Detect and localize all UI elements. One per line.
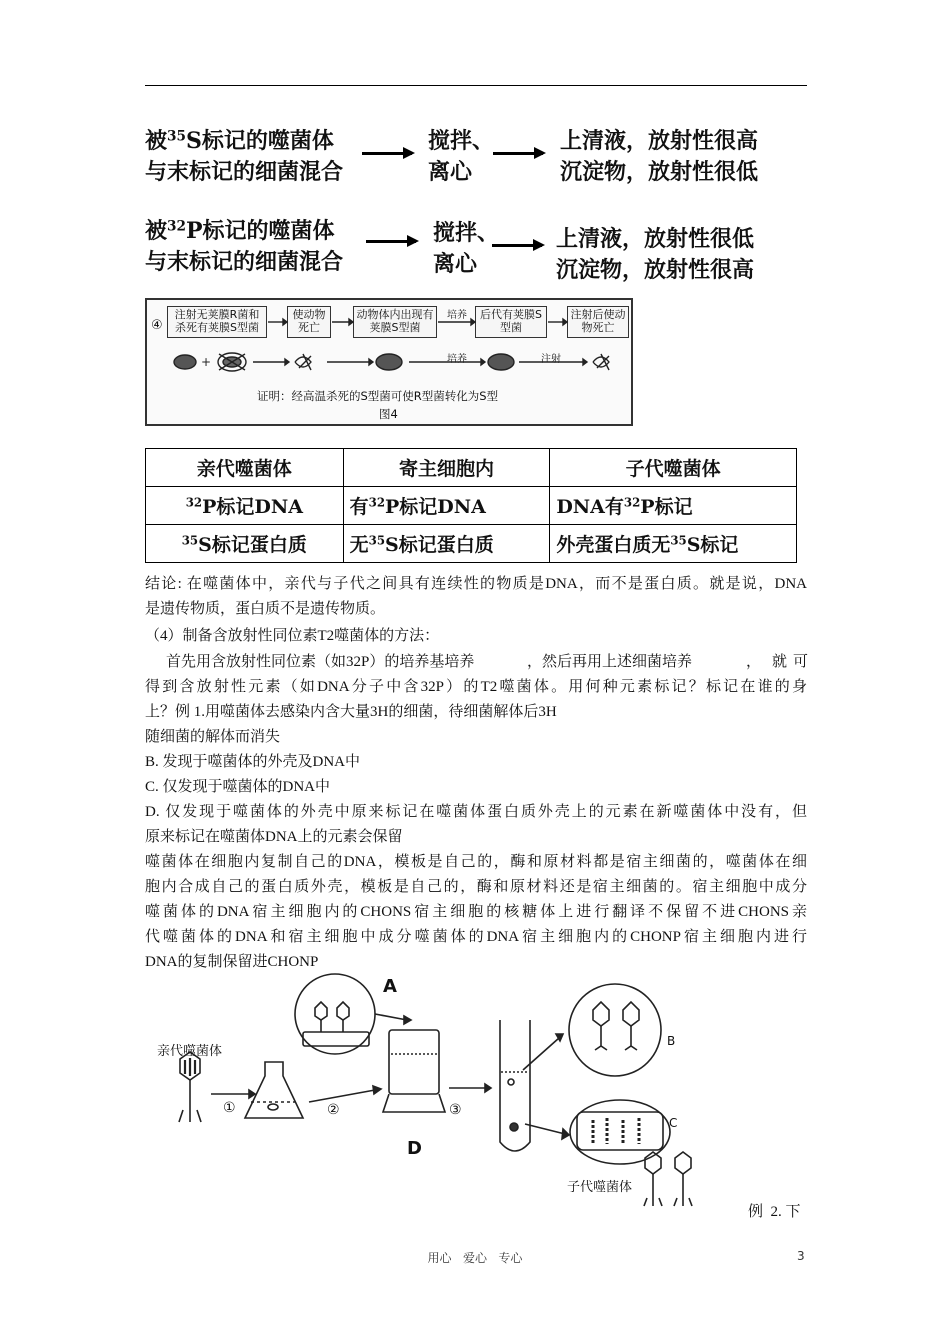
label-d: D (407, 1138, 422, 1159)
text-line: 结论: 在噬菌体中，亲代与子代之间具有连续性的物质是DNA，而不是蛋白质。就是说，DNA (145, 576, 807, 592)
label-a: A (383, 976, 397, 997)
text-line: 代噬菌体的DNA和宿主细胞中成分噬菌体的DNA宿主细胞内的CHONP宿主细胞内进行 (145, 929, 807, 945)
figure-4-label: 图4 (379, 407, 398, 421)
parent-phage-label: 亲代噬菌体 (157, 1044, 223, 1059)
text-fragment: ， (746, 654, 762, 670)
figure-4-box-2: 使动物死亡 (287, 306, 331, 338)
text-line: 是遗传物质，蛋白质不是遗传物质。 (145, 601, 386, 617)
label-b: B (667, 1034, 676, 1048)
flow2-arrow-1 (366, 240, 416, 243)
footer-motto: 用心 爱心 专心 (427, 1251, 523, 1265)
table-cell: $^{35}$S标记蛋白质 (146, 525, 344, 563)
text-fragment: ，然后再用上述细菌培养 (527, 654, 693, 670)
text-line: DNA的复制保留进CHONP (145, 954, 319, 970)
figure-4 (145, 298, 633, 426)
flow2-result: 上清液，放射性很低 沉淀物，放射性很高 (556, 226, 755, 283)
figure-4-culture-label: 培养 (447, 310, 467, 321)
text-fragment: 可 (793, 654, 809, 670)
table-header-cell: 寄主细胞内 (343, 449, 550, 487)
table-cell: 外壳蛋白质无$^{35}$S标记 (550, 525, 797, 563)
table-row (146, 525, 797, 563)
text-line: 得到含放射性元素（如DNA分子中含32P）的T2噬菌体。用何种元素标记？标记在谁的身 (145, 679, 807, 695)
figure-4-inject-label: 注射 (541, 354, 561, 365)
figure-4-box-5: 注射后使动物死亡 (567, 306, 629, 338)
svg-text:+: + (201, 355, 212, 369)
text-line: B. 发现于噬菌体的外壳及DNA中 (145, 754, 361, 770)
step-3-label: ③ (449, 1102, 462, 1118)
table-cell: DNA有$^{32}$P标记 (550, 487, 797, 525)
text-line: （4）制备含放射性同位素T2噬菌体的方法： (145, 628, 440, 644)
table-cell: $^{32}$P标记DNA (146, 487, 344, 525)
flow1-step: 搅拌、 离心 (428, 128, 495, 185)
text-line: 原来标记在噬菌体DNA上的元素会保留 (145, 829, 403, 845)
flow1-arrow-1 (362, 152, 412, 155)
table-header-cell: 亲代噬菌体 (146, 449, 344, 487)
label-c: C (669, 1116, 678, 1130)
flow1-source: 被$^{35}$S标记的噬菌体 与末标记的细菌混合 (145, 128, 344, 185)
page-number: 3 (797, 1249, 805, 1263)
figure-4-number: ④ (151, 318, 163, 333)
figure-4-box-1: 注射无荚膜R菌和杀死有荚膜S型菌 (167, 306, 267, 338)
flow2-arrow-2 (492, 244, 542, 247)
table-row (146, 487, 797, 525)
text-line: 噬菌体在细胞内复制自己的DNA，模板是自己的，酶和原材料都是宿主细菌的，噬菌体在细 (145, 854, 807, 870)
text-line: 随细菌的解体而消失 (145, 729, 281, 745)
step-1-label: ① (223, 1100, 236, 1116)
figure-4-caption: 证明：经高温杀死的S型菌可使R型菌转化为S型 (257, 389, 499, 403)
figure-4-box-4: 后代有荚膜S型菌 (475, 306, 547, 338)
text-line: D. 仅发现于噬菌体的外壳中原来标记在噬菌体蛋白质外壳上的元素在新噬菌体中没有，但 (145, 804, 807, 820)
table-cell: 无$^{35}$S标记蛋白质 (343, 525, 550, 563)
text-line: 胞内合成自己的蛋白质外壳，模板是自己的，酶和原材料还是宿主细菌的。宿主细胞中成分 (145, 879, 807, 895)
flow2-source: 被$^{32}$P标记的噬菌体 与末标记的细菌混合 (145, 218, 344, 275)
text-fragment: 就 (772, 654, 788, 670)
text-line: 上？例 1.用噬菌体去感染内含大量3H的细菌，待细菌解体后3H (145, 704, 557, 720)
example-2-label: 例 2. 下 (748, 1204, 801, 1220)
table-header-row (146, 449, 797, 487)
phage-experiment-diagram (145, 972, 745, 1212)
text-fragment: 首先用含放射性同位素（如32P）的培养基培养 (166, 654, 475, 670)
text-line: 噬菌体的DNA宿主细胞内的CHONS宿主细胞的核糖体上进行翻译不保留不进CHONS亲 (145, 904, 807, 920)
phage-label-table (145, 448, 797, 563)
table-header-cell: 子代噬菌体 (550, 449, 797, 487)
figure-4-box-3: 动物体内出现有荚膜S型菌 (353, 306, 437, 338)
text-line: C. 仅发现于噬菌体的DNA中 (145, 779, 331, 795)
child-phage-label: 子代噬菌体 (567, 1180, 633, 1195)
flow1-arrow-2 (493, 152, 543, 155)
figure-4-culture-label-2: 培养 (447, 354, 467, 365)
flow2-step: 搅拌、 离心 (433, 220, 500, 277)
step-2-label: ② (327, 1102, 340, 1118)
flow1-result: 上清液，放射性很高 沉淀物，放射性很低 (560, 128, 759, 185)
header-rule (145, 85, 807, 86)
phage-diagram-drawing (145, 972, 745, 1212)
table-cell: 有$^{32}$P标记DNA (343, 487, 550, 525)
